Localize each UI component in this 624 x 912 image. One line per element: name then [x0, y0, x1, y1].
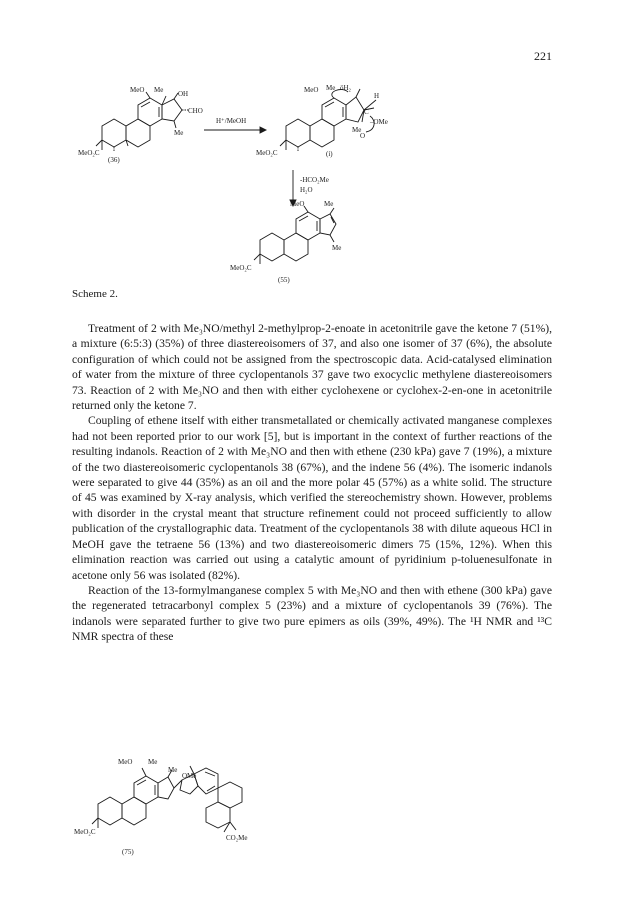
- intermediate-c-label: C: [364, 108, 369, 116]
- product-structure: [230, 198, 350, 284]
- dimer-me-label: Me: [148, 758, 158, 766]
- elimination-reagent-2: H₂O: [300, 186, 313, 194]
- dimer-ester-left-label: MeO₂C: [74, 828, 96, 836]
- product-meo-label: MeO: [290, 200, 305, 208]
- dimer-meo-label: MeO: [118, 758, 133, 766]
- dimer-me2-label: Me: [168, 766, 178, 774]
- reactant-me-ring-label: Me: [174, 129, 184, 137]
- paragraph-1: Treatment of 2 with Me₃NO/methyl 2-methylprop-2-enoate in acetonitrile gave the ketone 7 (51%), a mixture (6:5:3) (35%) of three diastereoisomers of 37, and also one isomer of 37 (6%), the absolute configuration of which could not be assigned from the spectroscopic data. Acid-catalysed elimination of water from the mixture of three cyclopentanols 37 gave two exocyclic methylene diastereoisomers 73. Reaction of 2 with Me₃NO and then with either cyclohexene or cyclohex-2-en-one in acetonitrile returned only the ketone 7.: [72, 322, 552, 413]
- dimer-structure: [74, 756, 274, 856]
- reactant-structure: [78, 84, 218, 164]
- reactant-meo-label: MeO: [130, 86, 145, 94]
- dimer-ester-right-label: CO₂Me: [226, 834, 248, 842]
- arrow-reagent-label: H⁺/MeOH: [216, 117, 247, 125]
- product-me-label: Me: [324, 200, 334, 208]
- intermediate-me-low-label: Me: [352, 126, 362, 134]
- dimer-compound-label: (75): [122, 848, 134, 856]
- product-ester-label: MeO₂C: [230, 264, 252, 272]
- reactant-me-label: Me: [154, 86, 164, 94]
- intermediate-structure: [256, 80, 386, 170]
- reactant-oh-label: OH: [178, 90, 189, 98]
- intermediate-o-label: O: [360, 132, 366, 140]
- intermediate-ome-label: –OMe: [370, 118, 388, 126]
- intermediate-compound-label: (i): [326, 150, 333, 158]
- intermediate-h-label: H: [374, 92, 380, 100]
- intermediate-oh2-label: öH₂: [340, 84, 351, 92]
- reactant-cho-label: CHO: [188, 107, 203, 115]
- reactant-compound-label: (36): [108, 156, 120, 164]
- product-me-ring-label: Me: [332, 244, 342, 252]
- reactant-ester-label: MeO₂C: [78, 149, 100, 157]
- paragraph-2: Coupling of ethene itself with either transmetallated or chemically activated manganese complexes had not been reported prior to our work [5], but is important in the context of further reactions of the resulting indanols. Reaction of 2 with Me₃NO and then with ethene (230 kPa) gave 7 (19%), a mixture of the two diastereoisomeric cyclopentanols 38 (67%), and the indene 56 (4%). The isomeric indanols were separated to give 44 (35%) as an oil and the more polar 45 (57%) as a white solid. The structure of 45 was examined by X-ray analysis, which verified the stereochemistry shown. However, problems with disorder in the crystal meant that structure refinement could not proceed sufficiently to allow publication of the crystallographic data. Treatment of the cyclopentanols 38 with dilute aqueous HCl in MeOH gave the tetraene 56 (13%) and two diastereoisomeric dimers 75 (15%, 12%). When this elimination reaction was carried out using a catalytic amount of pyridinium p-toluenesulfonate in acetone only 56 was isolated (82%).: [72, 414, 552, 582]
- intermediate-ester-label: MeO₂C: [256, 149, 278, 157]
- elimination-reagent-1: -HCO₂Me: [300, 176, 329, 184]
- product-compound-label: (55): [278, 276, 290, 284]
- dimer-ome-label: OMe: [182, 772, 197, 780]
- intermediate-meo-label: MeO: [304, 86, 319, 94]
- paragraph-3: Reaction of the 13-formylmanganese complex 5 with Me₃NO and then with ethene (300 kPa) gave the regenerated tetracarbonyl complex 5 (23%) and a mixture of cyclopentanols 39 (76%). The indanols were separated further to give two pure epimers as oils (39%, 49%). The ¹H NMR and ¹³C NMR spectra of these: [72, 583, 552, 644]
- article-body: [72, 321, 552, 645]
- scheme-caption: Scheme 2.: [72, 288, 118, 300]
- intermediate-me-label: Me: [326, 84, 336, 92]
- page-number: 221: [534, 49, 552, 63]
